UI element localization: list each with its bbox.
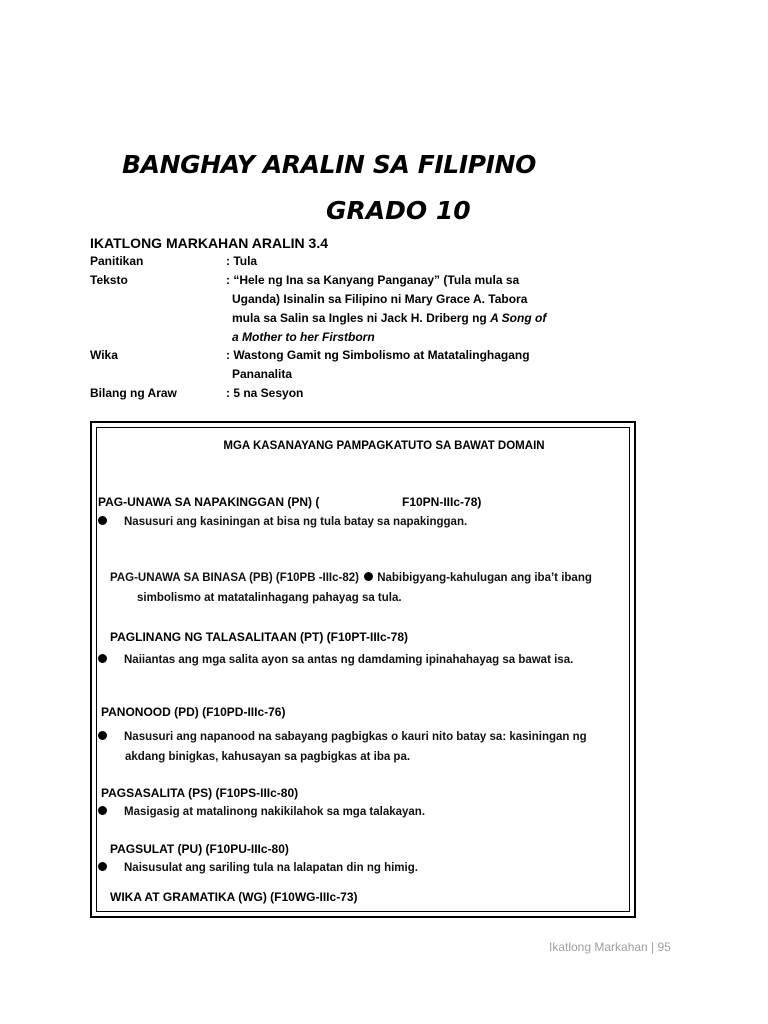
pb-section — [110, 568, 620, 608]
pu-heading: PAGSULAT (PU) (F10PU-IIIc-80) — [110, 842, 289, 856]
teksto-line-text: mula sa Salin sa Ingles ni Jack H. Driberg ng — [232, 311, 487, 325]
meta-label: Wika — [90, 348, 118, 362]
pd-item-text: Nasusuri ang napanood na sabayang pagbigkas o kauri nito batay sa: kasiningan ng — [124, 731, 587, 743]
teksto-line: : “Hele ng Ina sa Kanyang Panganay” (Tula mula sa — [226, 273, 520, 287]
bullet-icon — [98, 731, 107, 740]
teksto-line — [226, 328, 566, 347]
pd-item-text: akdang binigkas, kahusayan sa pagbigkas at iba pa. — [125, 751, 411, 763]
meta-panitikan — [90, 252, 570, 271]
grade-title: GRADO 10 — [326, 196, 471, 225]
meta-value — [226, 346, 566, 384]
ps-heading: PAGSASALITA (PS) (F10PS-IIIc-80) — [101, 786, 299, 800]
teksto-title-italic: a Mother to her Firstborn — [232, 330, 375, 344]
pb-item-text: simbolismo at matatalinhagang pahayag sa tula. — [137, 592, 402, 604]
meta-label: Panitikan — [90, 254, 144, 268]
bullet-icon — [364, 572, 373, 581]
pu-item-text: Naisusulat ang sariling tula na lalapatan din ng himig. — [124, 862, 418, 874]
pt-item-text: Naiiantas ang mga salita ayon sa antas ng damdaming ipinahahayag sa bawat isa. — [124, 654, 574, 666]
bullet-icon — [98, 516, 107, 525]
pn-heading — [98, 495, 482, 509]
pd-item — [98, 727, 628, 767]
wika-line: : Wastong Gamit ng Simbolismo at Matatalinghagang — [226, 348, 530, 362]
document-title: BANGHAY ARALIN SA FILIPINO — [122, 150, 536, 179]
bullet-icon — [98, 862, 107, 871]
pt-item — [98, 650, 628, 670]
meta-value: : 5 na Sesyon — [226, 386, 304, 400]
meta-value: : Tula — [226, 254, 258, 268]
pd-heading: PANONOOD (PD) (F10PD-IIIc-76) — [101, 705, 286, 719]
pb-item-text: Nabibigyang-kahulugan ang iba’t ibang — [377, 572, 592, 584]
teksto-line: Uganda) Isinalin sa Filipino ni Mary Grace A. Tabora — [232, 292, 528, 306]
teksto-title-italic: A Song of — [490, 311, 547, 325]
pn-code: F10PN-IIIc-78) — [402, 495, 482, 509]
quarter-lesson-heading: IKATLONG MARKAHAN ARALIN 3.4 — [90, 235, 328, 251]
bullet-icon — [98, 806, 107, 815]
meta-label: Teksto — [90, 273, 128, 287]
meta-teksto — [90, 271, 570, 347]
pu-item — [98, 858, 628, 878]
bullet-icon — [98, 654, 107, 663]
meta-value — [226, 271, 566, 347]
pt-heading: PAGLINANG NG TALASALITAAN (PT) (F10PT-IIIc-78) — [110, 630, 409, 644]
ps-item-text: Masigasig at matalinong nakikilahok sa mga talakayan. — [124, 806, 426, 818]
wg-heading: WIKA AT GRAMATIKA (WG) (F10WG-IIIc-73) — [110, 890, 358, 904]
pb-heading: PAG-UNAWA SA BINASA (PB) (F10PB -IIIc-82) — [110, 572, 359, 584]
page-footer: Ikatlong Markahan | 95 — [549, 940, 671, 954]
box-title: MGA KASANAYANG PAMPAGKATUTO SA BAWAT DOMAIN — [223, 440, 545, 452]
meta-bilang-ng-araw — [90, 384, 570, 403]
meta-label: Bilang ng Araw — [90, 386, 177, 400]
pn-item-text: Nasusuri ang kasiningan at bisa ng tula batay sa napakinggan. — [124, 516, 468, 528]
wika-line: Pananalita — [232, 367, 293, 381]
pn-item — [98, 512, 618, 532]
meta-wika — [90, 346, 570, 384]
pn-heading-text: PAG-UNAWA SA NAPAKINGGAN (PN) ( — [98, 495, 320, 509]
teksto-line — [226, 309, 566, 328]
ps-item — [98, 802, 628, 822]
